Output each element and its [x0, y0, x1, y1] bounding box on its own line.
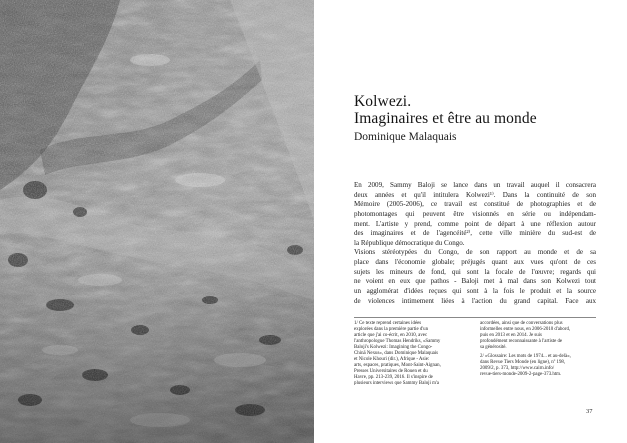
footnote-line: dans Revue Tiers Monde (en ligne), nº 198, [480, 360, 566, 366]
body-line: En 2009, Sammy Baloji se lance dans un travail auquel il consacrera [354, 181, 596, 189]
footnote-line: accordées, ainsi que de conversations plus [480, 321, 563, 326]
article-title-line-1: Kolwezi. [354, 93, 412, 110]
footnote-line: plusieurs interviews que Sammy Baloji m'a [354, 381, 439, 387]
footnote-line: Baloji's Kolwezi: Imagining the Congo- [354, 345, 433, 351]
footnote-line: Havre, pp. 213-239, 2016. Il s'inspire de [354, 375, 433, 381]
body-line: la République démocratique du Congo. [354, 238, 465, 247]
body-line: un agglomérat d'idées reçues qui sont à la fois le produit et la source [354, 287, 596, 296]
footnote-line: puis en 2013 et en 2014. Je suis [480, 333, 542, 339]
body-line: Visions stéréotypées du Congo, de son rapport au monde et de sa [354, 248, 596, 257]
footnote-line: sa générosité. [480, 345, 507, 351]
article-author: Dominique Malaquais [354, 131, 457, 143]
body-line: des imaginaires et de l'agencéité²⁾, cette ville minière du sud-est de [354, 229, 596, 238]
footnote-line: l'anthropologue Thomas Hendriks, «Sammy [354, 339, 441, 345]
footnote-line: Presses Universitaires de Rouen et du [354, 369, 428, 375]
body-line: sujets les mineurs de fond, qui sont la focale de l'œuvre; regards qui [354, 267, 596, 276]
footnote-line: arts, espaces, pratiques, Mont-Saint-Aignan, [354, 363, 441, 369]
body-line: deux années et qu'il intitulera Kolwezi¹⁾. Dans la continuité de son [354, 190, 596, 199]
footnote-line: 1/ Ce texte reprend certaines idées [354, 321, 422, 326]
footnote-line: et Nicole Khouri (dir.), Afrique - Asie: [354, 357, 430, 363]
body-line: ne voient en eux que pathos - Baloji met à mal dans son Kolwezi tout [354, 277, 596, 286]
footnote-line: Chinā Nexus», dans Dominique Malaquais [354, 351, 439, 357]
body-line: place dans l'économie globale; préjugés quant aux vues qu'ont de ces [354, 258, 596, 267]
footnote-line: revue-tiers-monde-2009-2-page-373.htm. [480, 372, 562, 378]
article-title-block [354, 93, 594, 144]
footnote-line: profondément reconnaissante à l'artiste de [480, 339, 563, 345]
article-title-line-2: Imaginaires et être au monde [354, 110, 537, 127]
footnote-line: 2/ «Glossaire: Les mots de 1974... et au-delà», [480, 354, 571, 360]
text-page [314, 0, 627, 443]
footnote-line: 2009/2, p. 373, http://www.cairn.info/ [480, 366, 555, 372]
footnote-divider [354, 317, 596, 318]
article-body [354, 181, 596, 306]
footnotes-left-column [354, 321, 470, 388]
footnote-line: informelles entre nous, en 2006-2010 d'abord, [480, 327, 571, 333]
body-line: photomontages qui peuvent être visionnés en série ou indépendam- [354, 209, 596, 218]
page-number: 37 [586, 408, 593, 415]
footnotes-right-column [480, 321, 596, 378]
footnote-line: article que j'ai co-écrit, en 2010, avec [354, 333, 428, 339]
footnote-line: explorées dans la première partie d'un [354, 327, 429, 333]
body-line: de violences intimement liées à l'action du grand capital. Face aux [354, 296, 596, 305]
body-line: ment. L'artiste y prend, comme point de départ à une réflexion autour [354, 219, 596, 228]
body-line: Mémoire (2005-2006), ce travail est constitué de photographies et de [354, 200, 596, 209]
